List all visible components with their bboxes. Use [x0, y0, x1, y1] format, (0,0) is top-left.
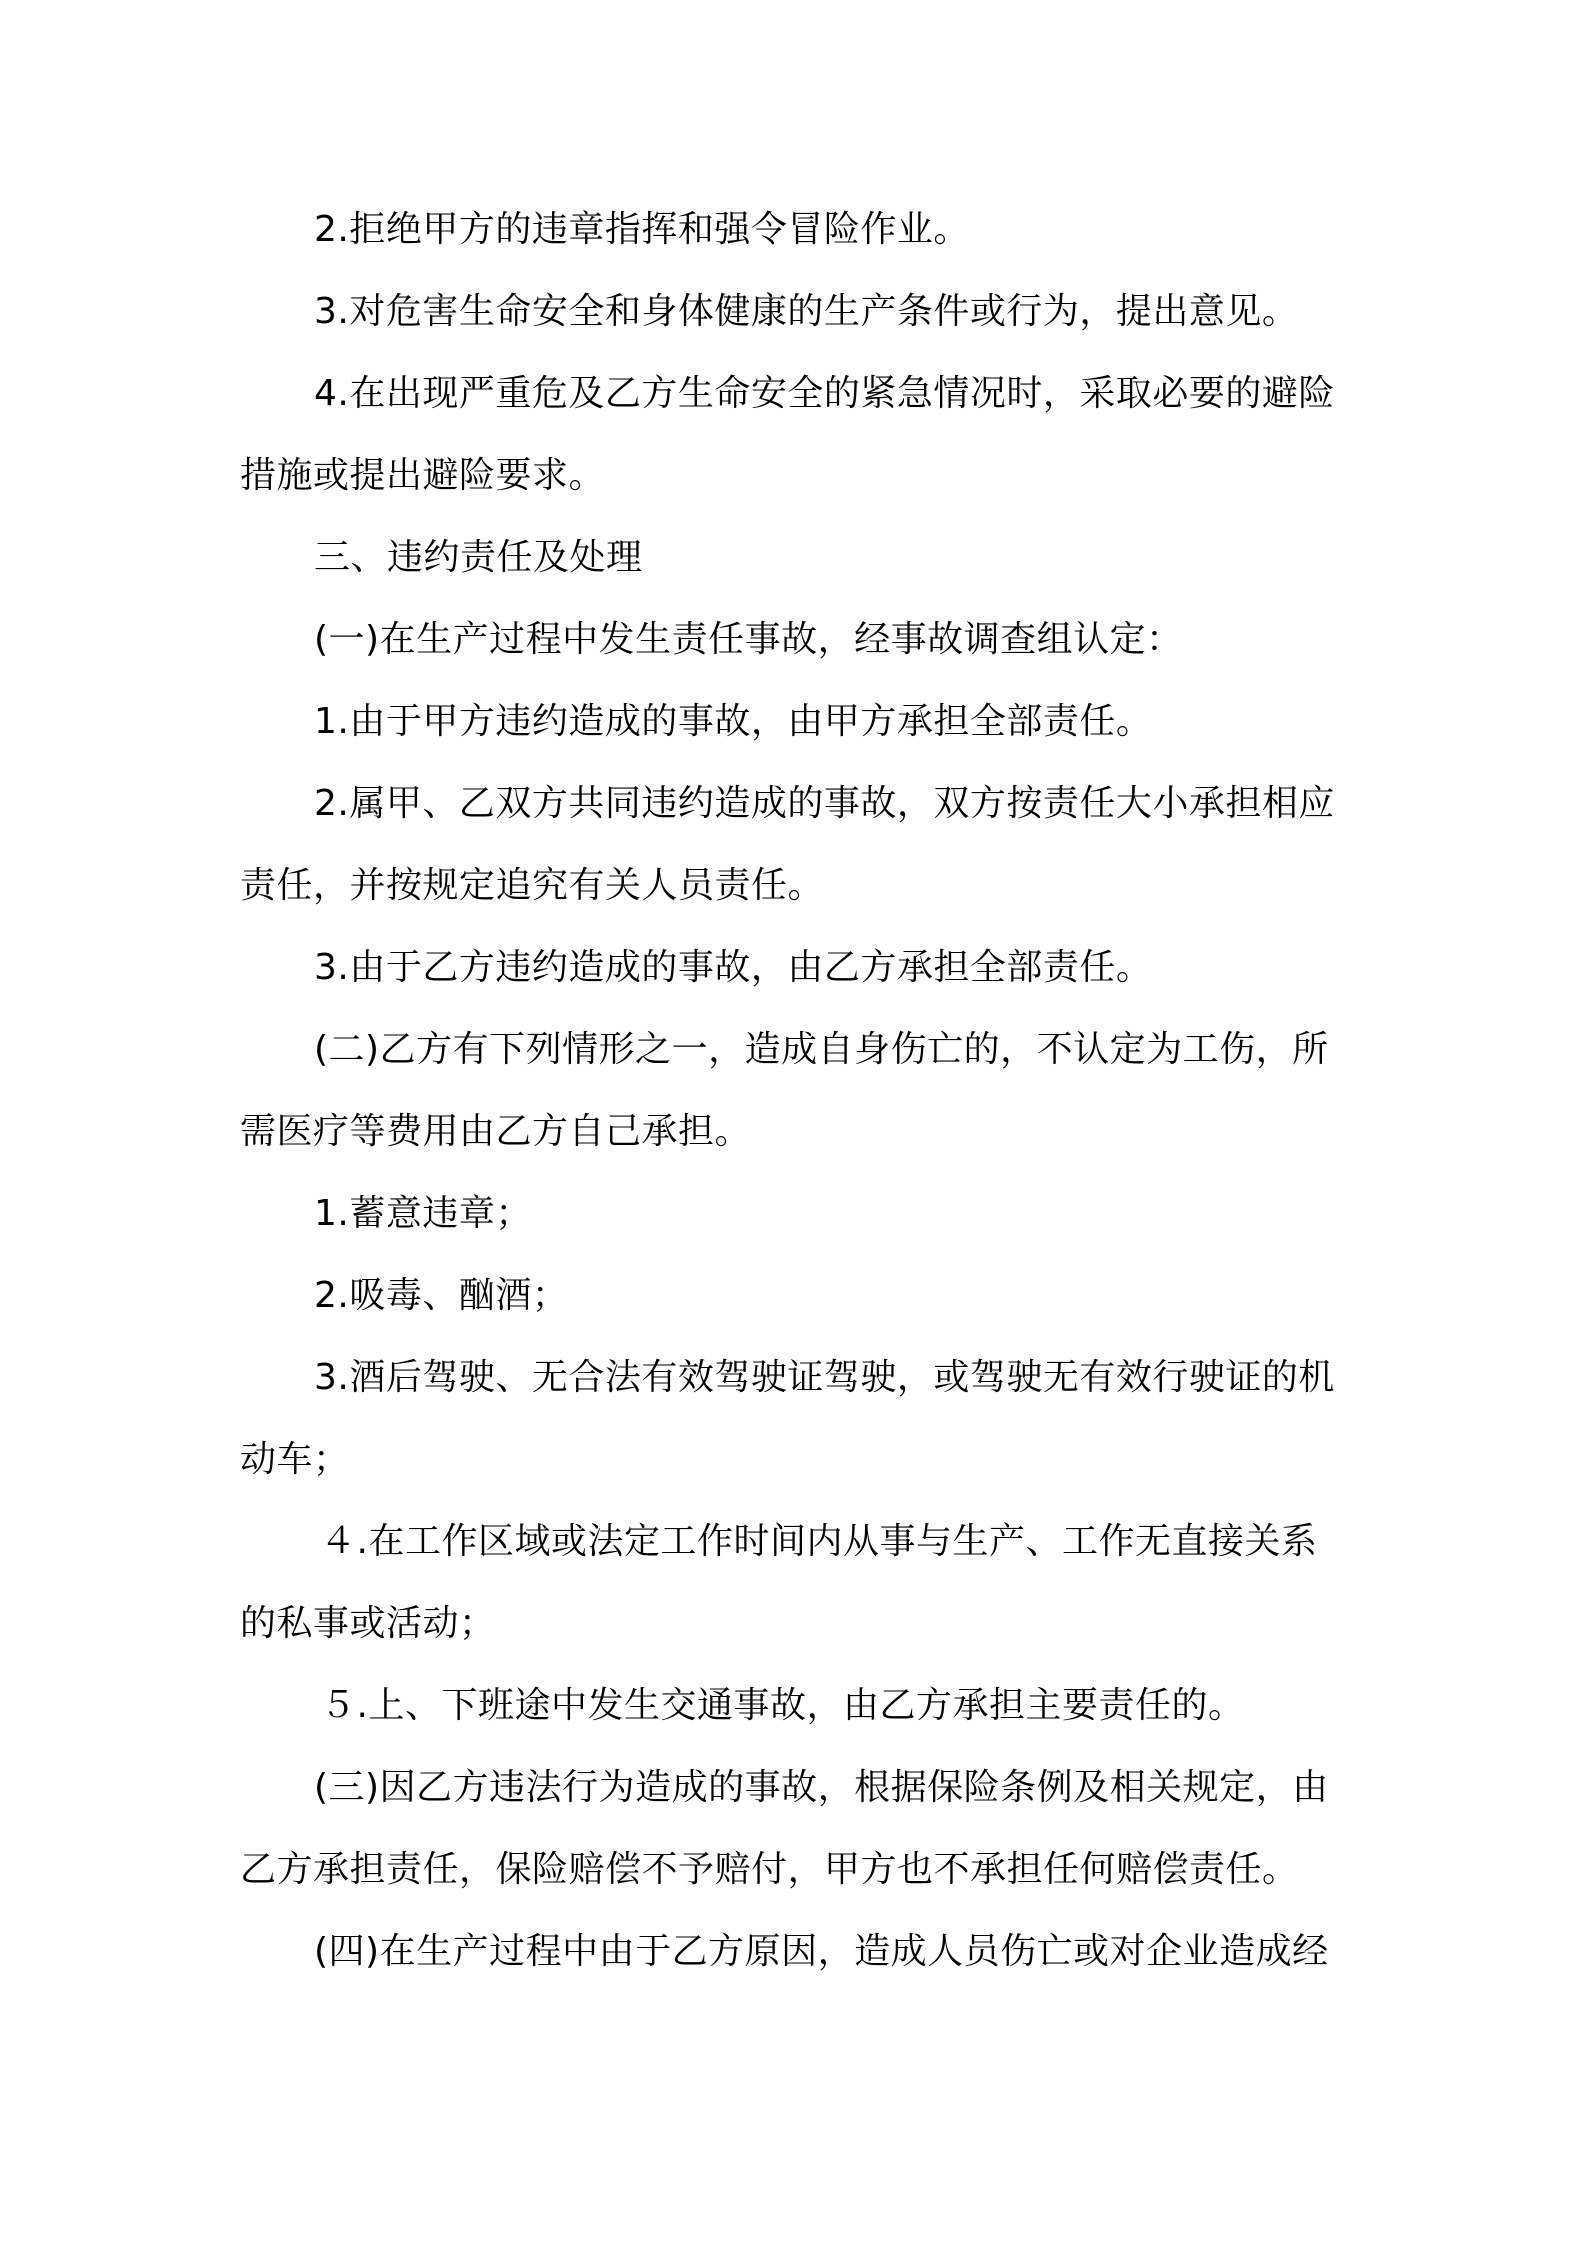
text-line: (一)在生产过程中发生责任事故，经事故调查组认定：: [314, 619, 1183, 660]
text-line: 措施或提出避险要求。: [240, 455, 606, 496]
text-line: 乙方承担责任，保险赔偿不予赔付，甲方也不承担任何赔偿责任。: [240, 1849, 1299, 1890]
text-line: 需医疗等费用由乙方自己承担。: [240, 1111, 752, 1152]
text-line: (三)因乙方违法行为造成的事故，根据保险条例及相关规定，由: [314, 1767, 1329, 1808]
text-line: 责任，并按规定追究有关人员责任。: [240, 865, 825, 906]
text-line: ４.在工作区域或法定工作时间内从事与生产、工作无直接关系: [320, 1521, 1318, 1562]
text-line: 的私事或活动；: [240, 1603, 496, 1644]
text-line: 3.对危害生命安全和身体健康的生产条件或行为，提出意见。: [314, 291, 1299, 332]
text-line: 3.酒后驾驶、无合法有效驾驶证驾驶，或驾驶无有效行驶证的机: [314, 1357, 1335, 1398]
text-line: ５.上、下班途中发生交通事故，由乙方承担主要责任的。: [320, 1685, 1245, 1726]
text-line: 3.由于乙方违约造成的事故，由乙方承担全部责任。: [314, 947, 1153, 988]
text-line: 2.属甲、乙双方共同违约造成的事故，双方按责任大小承担相应: [314, 783, 1335, 824]
text-line: 4.在出现严重危及乙方生命安全的紧急情况时，采取必要的避险: [314, 373, 1335, 414]
text-line: (二)乙方有下列情形之一，造成自身伤亡的，不认定为工伤，所: [314, 1029, 1329, 1070]
text-line: 1.蓄意违章；: [314, 1193, 532, 1234]
text-line: 1.由于甲方违约造成的事故，由甲方承担全部责任。: [314, 701, 1153, 742]
text-line: (四)在生产过程中由于乙方原因，造成人员伤亡或对企业造成经: [314, 1931, 1329, 1972]
text-line: 2.吸毒、酗酒；: [314, 1275, 569, 1316]
text-line: 2.拒绝甲方的违章指挥和强令冒险作业。: [314, 209, 970, 250]
section-heading: 三、违约责任及处理: [314, 537, 643, 578]
text-line: 动车；: [240, 1439, 350, 1480]
